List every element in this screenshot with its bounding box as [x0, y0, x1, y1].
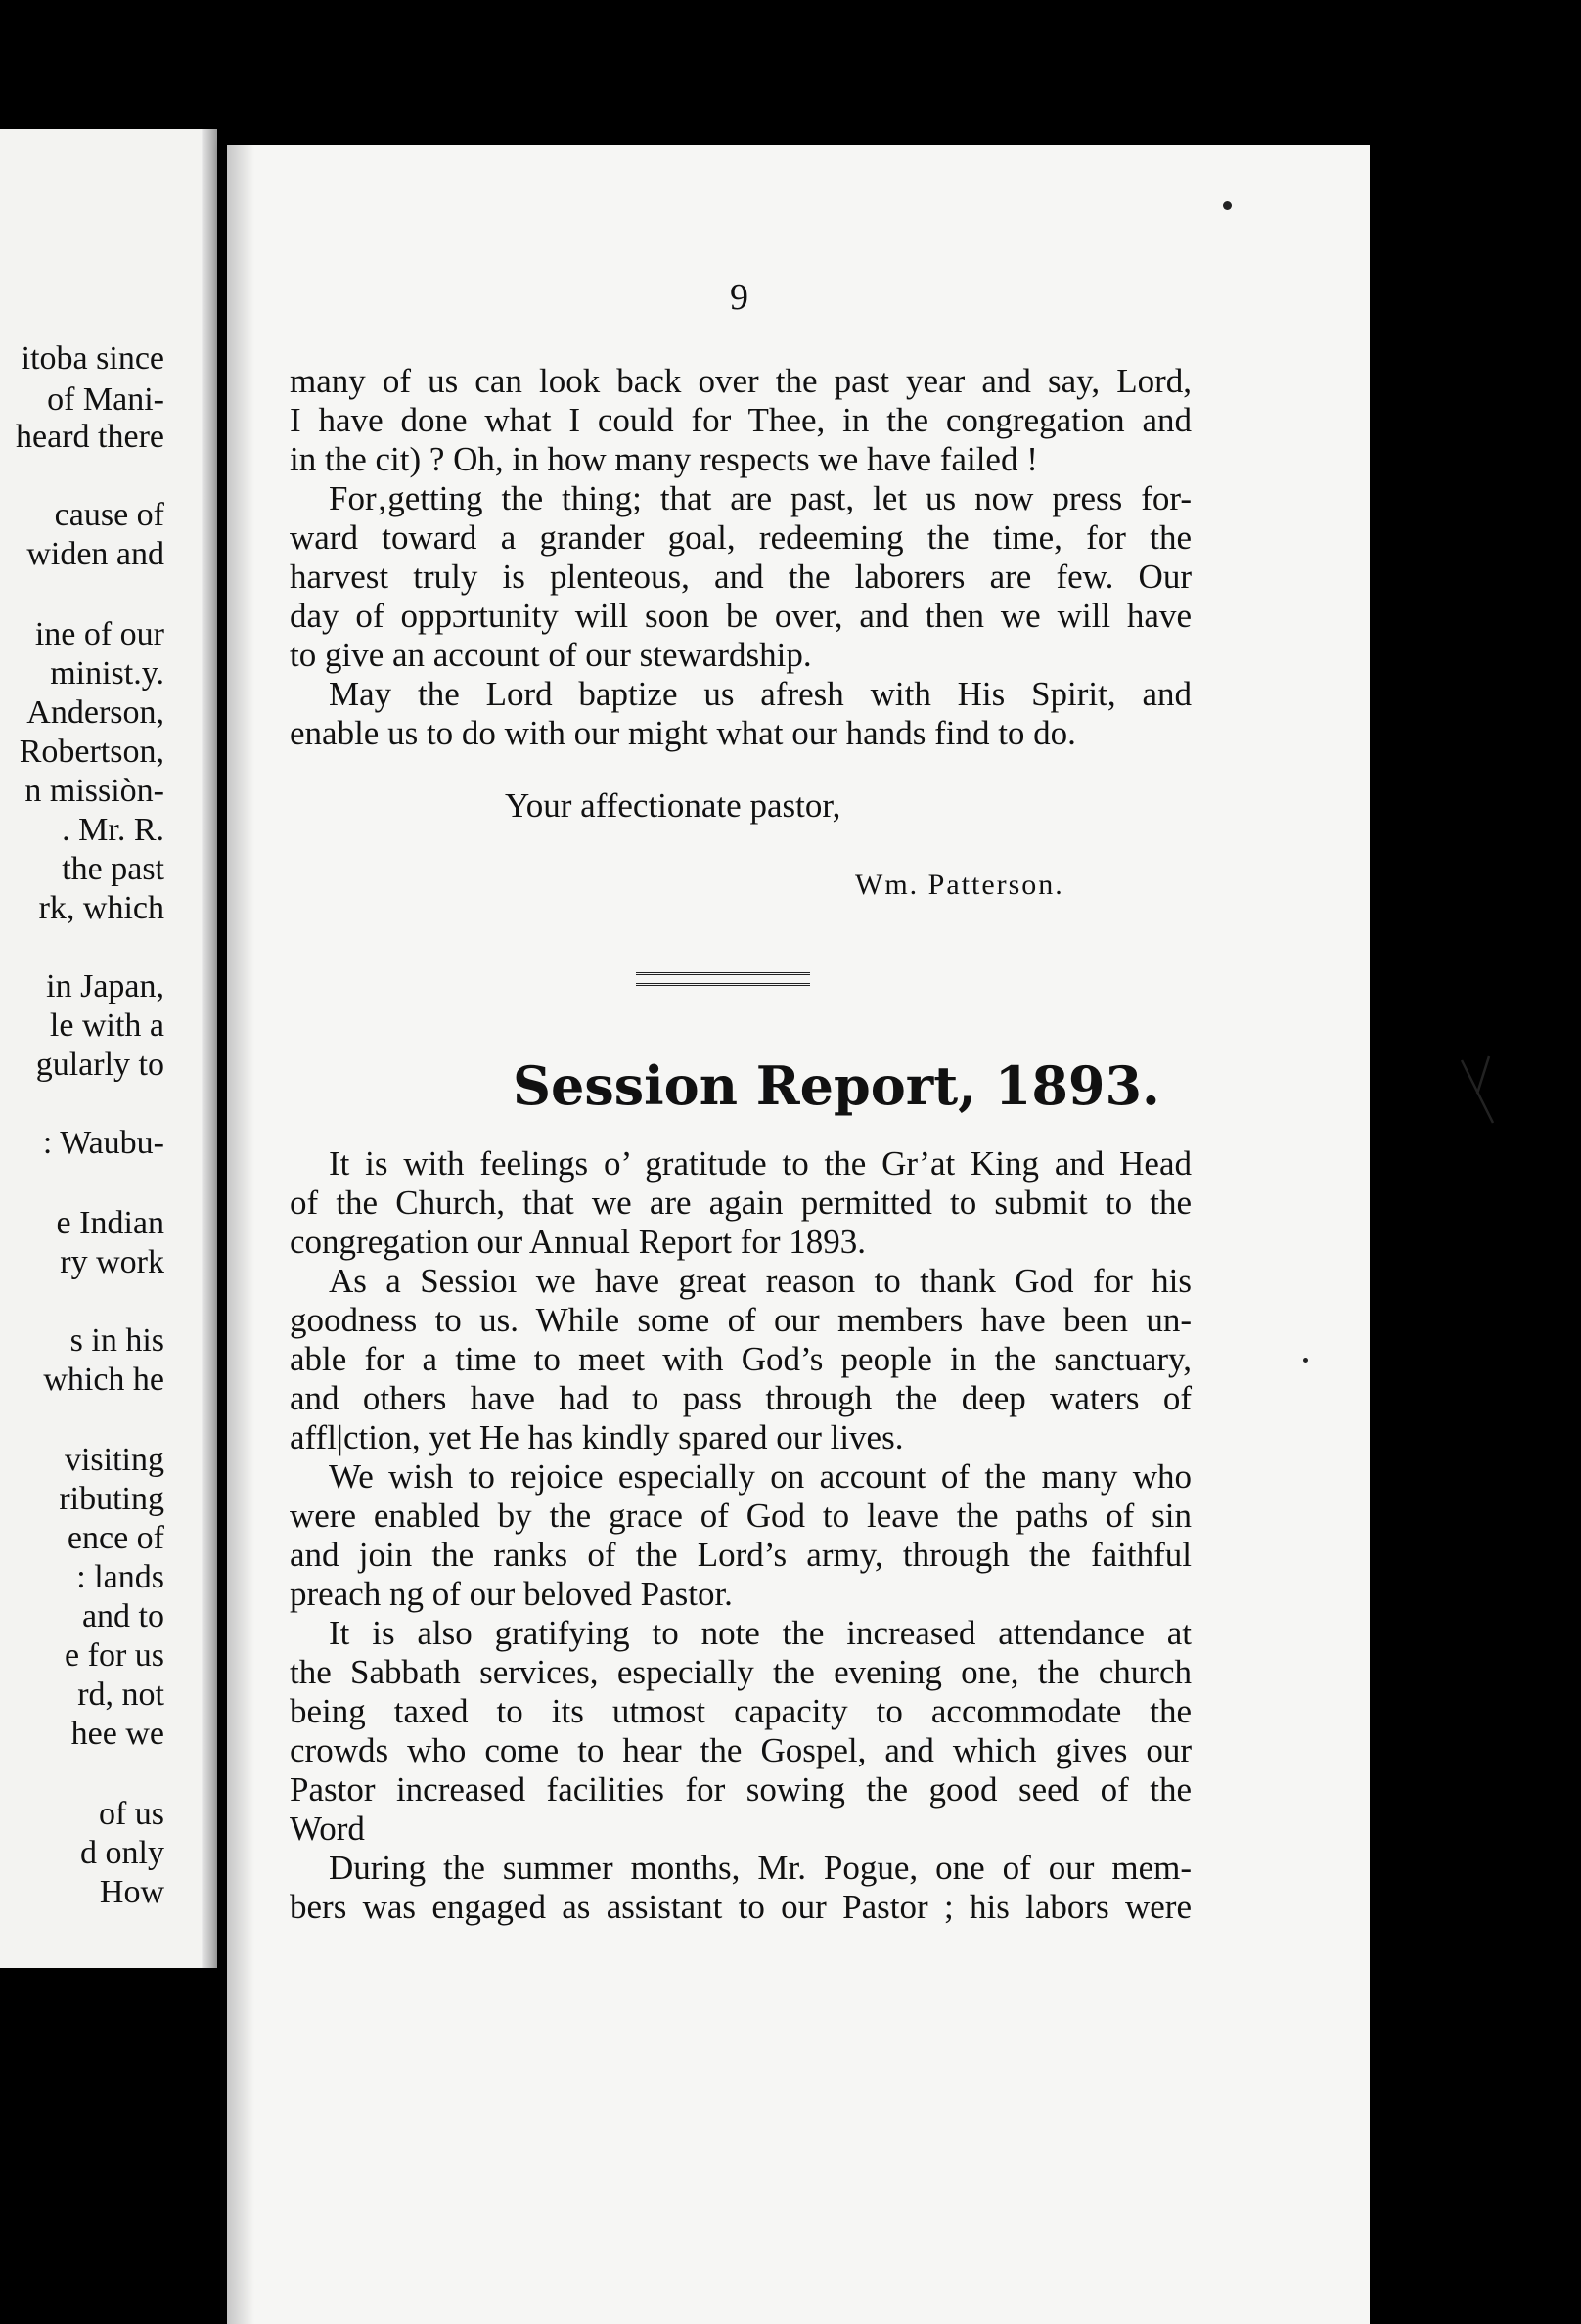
report-line: It is with feelings o’ gratitude to the Gr’at King and Head — [329, 1144, 1192, 1183]
left-page-line: cause of — [54, 497, 164, 533]
report-line: of the Church, that we are again permitted to submit to the — [290, 1184, 1192, 1222]
report-line: the Sabbath services, especially the evening one, the church — [290, 1653, 1192, 1691]
report-line: and join the ranks of the Lord’s army, through the faithful — [290, 1536, 1192, 1574]
left-page-line: d only — [80, 1835, 164, 1871]
left-page-line: which he — [43, 1362, 164, 1398]
left-page-line: hee we — [70, 1716, 164, 1752]
left-page-line: Anderson, — [26, 694, 164, 731]
left-page-line: e for us — [65, 1637, 164, 1674]
left-page-line: ence of — [67, 1520, 164, 1556]
letter-line: I have done what I could for Thee, in the congregation and — [290, 401, 1192, 439]
report-line: bers was engaged as assistant to our Pastor ; his labors were — [290, 1888, 1192, 1926]
report-line: were enabled by the grace of God to leave the paths of sin — [290, 1497, 1192, 1535]
left-page-line: ine of our — [34, 616, 164, 652]
report-line: crowds who come to hear the Gospel, and which gives our — [290, 1731, 1192, 1769]
left-page-line: Robertson, — [19, 734, 164, 770]
letter-closing: Your affectionate pastor, — [505, 786, 841, 825]
left-page-line: visiting — [64, 1442, 164, 1478]
left-page-line: rk, which — [38, 890, 164, 926]
left-page-line: in Japan, — [46, 968, 164, 1005]
report-line: As a Sessioı we have great reason to thank God for his — [329, 1262, 1192, 1300]
report-line: goodness to us. While some of our members have been un- — [290, 1301, 1192, 1339]
letter-line: many of us can look back over the past year and say, Lord, — [290, 362, 1192, 400]
report-line: Pastor increased facilities for sowing the good seed of the — [290, 1770, 1192, 1809]
left-page-line: . Mr. R. — [62, 812, 164, 848]
left-page-line: of Mani- — [47, 381, 164, 418]
letter-line: in the cit) ? Oh, in how many respects we have failed ! — [290, 440, 1038, 478]
page-edge-shadow — [227, 145, 254, 2324]
left-page-line: : Waubu- — [42, 1125, 164, 1161]
left-page-line: rd, not — [77, 1676, 164, 1713]
letter-line: ward toward a grander goal, redeeming the time, for the — [290, 518, 1192, 557]
report-line: able for a time to meet with God’s people in the sanctuary, — [290, 1340, 1192, 1378]
speck-mark — [1223, 201, 1232, 210]
section-title: Session Report, 1893. — [513, 1054, 1160, 1117]
report-line: It is also gratifying to note the increased attendance at — [329, 1614, 1192, 1652]
left-page-line: le with a — [49, 1007, 164, 1044]
left-page-line: of us — [98, 1796, 164, 1832]
report-line: and others have had to pass through the deep waters of — [290, 1379, 1192, 1417]
report-line: During the summer months, Mr. Pogue, one of our mem- — [329, 1849, 1192, 1887]
left-page-line: s in his — [69, 1322, 164, 1359]
left-page-fragment — [0, 129, 217, 1968]
report-line: We wish to rejoice especially on account of the many who — [329, 1457, 1192, 1496]
letter-line: enable us to do with our might what our hands find to do. — [290, 714, 1076, 752]
left-page-line: itoba since — [21, 340, 164, 377]
left-page-line: n missiòn- — [24, 773, 164, 809]
left-page-line: ributing — [59, 1481, 164, 1517]
left-page-line: How — [99, 1874, 164, 1910]
left-page-line: e Indian — [56, 1205, 164, 1241]
page-gutter-shadow — [202, 129, 217, 1968]
report-line: affl|ction, yet He has kindly spared our lives. — [290, 1418, 904, 1456]
left-page-line: minist.y. — [50, 655, 164, 692]
left-page-line: ry work — [60, 1244, 164, 1280]
letter-line: For‚getting the thing; that are past, let us now press for- — [329, 479, 1192, 517]
letter-line: day of oppɔrtunity will soon be over, and then we will have — [290, 597, 1192, 635]
margin-x-mark — [1460, 1054, 1499, 1125]
left-page-line: and to — [81, 1598, 164, 1634]
report-line: congregation our Annual Report for 1893. — [290, 1223, 867, 1261]
letter-line: harvest truly is plenteous, and the laborers are few. Our — [290, 558, 1192, 596]
section-divider — [636, 972, 810, 986]
left-page-line: gularly to — [35, 1047, 164, 1083]
left-page-line: the past — [62, 851, 164, 887]
letter-signature: Wm. Patterson. — [855, 869, 1064, 901]
left-page-line: : lands — [76, 1559, 164, 1595]
speck-mark — [1303, 1358, 1308, 1363]
page-number: 9 — [730, 277, 748, 318]
report-line: being taxed to its utmost capacity to accommodate the — [290, 1692, 1192, 1730]
report-line: preach ng of our beloved Pastor. — [290, 1575, 733, 1613]
report-line: Word — [290, 1810, 365, 1848]
left-page-line: heard there — [16, 419, 164, 455]
left-page-line: widen and — [26, 536, 164, 572]
letter-line: May the Lord baptize us afresh with His Spirit, and — [329, 675, 1192, 713]
main-page — [227, 145, 1370, 2324]
letter-line: to give an account of our stewardship. — [290, 636, 812, 674]
